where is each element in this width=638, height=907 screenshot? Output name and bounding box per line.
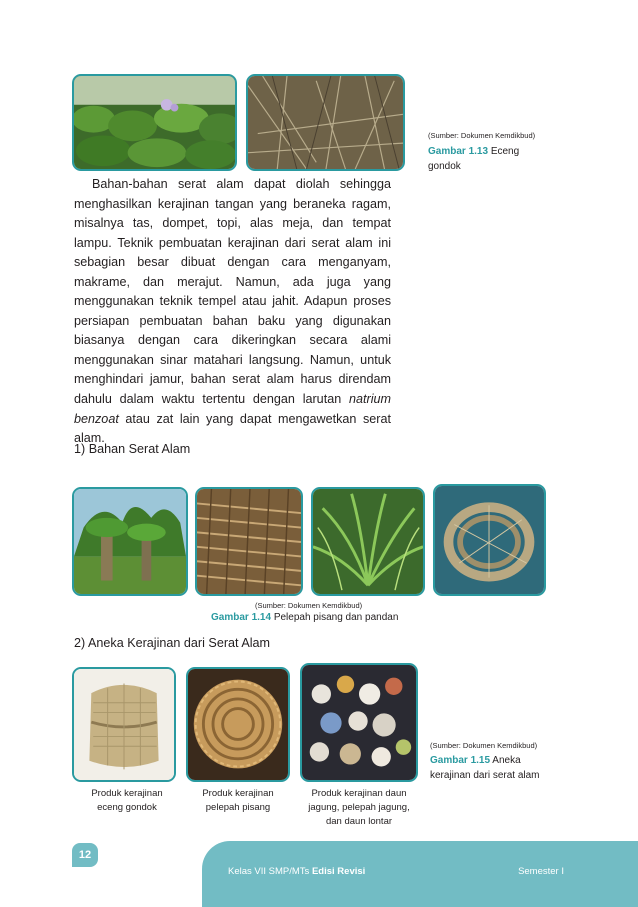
page-number: 12 [72,843,98,867]
footer-edition: Edisi Revisi [311,866,366,877]
product-3-line2: jagung, pelepah jagung, [308,802,410,813]
fig114-caption [211,610,398,625]
product-2-line1: Produk kerajinan [202,788,274,799]
footer-book-title [228,866,365,877]
photo-pandan-plants [311,487,425,596]
footer-book: Kelas VII SMP/MTs [228,866,310,877]
photo-corn-leaf-flowers [300,663,418,782]
photo-water-hyacinth-basket [72,667,176,782]
fig115-title-line1: Aneka [492,755,521,766]
fig115-source: (Sumber: Dokumen Kemdikbud) [430,741,538,750]
fig115-label: Gambar 1.15 [430,755,491,766]
product-3-line1: Produk kerajinan daun [311,788,407,799]
paragraph-body [74,195,391,449]
fig113-title-line2: gondok [428,161,461,172]
product-1-line1: Produk kerajinan [91,788,163,799]
paragraph-body-b: atau zat lain yang dapat mengawetkan serat alam. [74,411,392,446]
fig113-caption [428,144,568,174]
fig113-label: Gambar 1.13 [428,146,489,157]
product-caption-eceng-gondok [72,787,182,815]
fig115-title-line2: kerajinan dari serat alam [430,770,540,781]
fig113-source: (Sumber: Dokumen Kemdikbud) [428,131,536,140]
fig114-title: Pelepah pisang dan pandan [273,612,399,623]
photo-dried-water-hyacinth [246,74,405,171]
paragraph-first-line: Bahan-bahan serat alam dapat diolah sehingga [92,177,391,191]
product-caption-pelepah-pisang [183,787,293,815]
fig114-label: Gambar 1.14 [211,612,272,623]
paragraph-body-a: menghasilkan kerajinan tangan yang beraneka ragam, misalnya tas, dompet, topi, alas meja, dan tempat lampu. Teknik pembuatan kerajinan dari serat alam ini sebagian besar dibuat dengan cara menganyam, makrame, dan merajut. Namun, ada juga yang menggunakan teknik tempel atau jahit. Adapun proses persiapan pembuatan bahan baku yang digunakan biasanya dengan cara dikeringkan secara alami menggunakan sinar matahari langsung. Namun, untuk menghindari jamur, bahan serat alam harus direndam dahulu dalam waktu tertentu dengan larutan [74,196,391,407]
footer-semester: Semester I [518,866,564,877]
body-paragraph [74,175,391,449]
fig113-title-line1: Eceng [490,146,520,157]
product-2-line2: pelepah pisang [205,802,271,813]
fig114-source: (Sumber: Dokumen Kemdikbud) [255,601,363,610]
paragraph-italic-term: natrium benzoat [74,392,391,426]
heading-bahan-serat-alam: 1) Bahan Serat Alam [74,442,191,456]
product-caption-daun-jagung [296,787,422,829]
photo-dried-pandan-fiber [433,484,546,596]
photo-water-hyacinth-plants [72,74,237,171]
photo-banana-fiber-tray [186,667,290,782]
product-3-line3: dan daun lontar [325,816,393,827]
photo-woven-banana-fiber [195,487,303,596]
photo-banana-trees [72,487,188,596]
heading-aneka-kerajinan: 2) Aneka Kerajinan dari Serat Alam [74,636,271,650]
product-1-line2: eceng gondok [97,802,157,813]
fig115-caption [430,753,560,783]
